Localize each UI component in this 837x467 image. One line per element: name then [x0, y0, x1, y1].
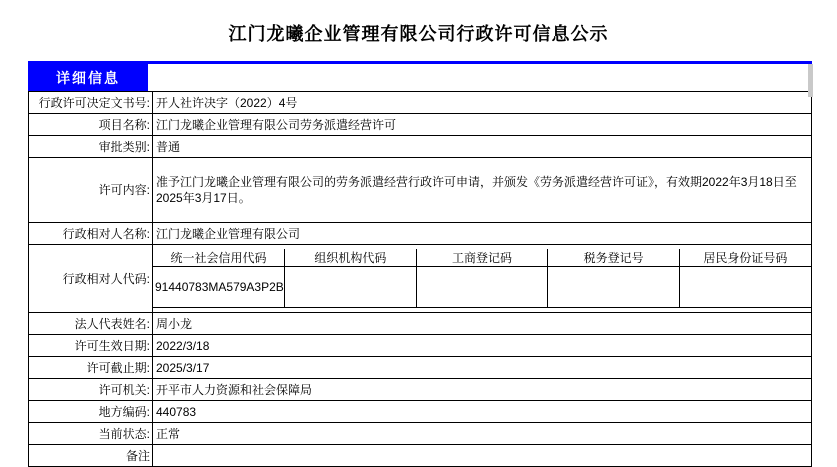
field-label: 行政相对人代码:: [29, 245, 153, 313]
field-row-counterpart-name: [29, 223, 812, 245]
field-row-counterpart-codes: [29, 245, 812, 313]
field-row-remarks: [29, 445, 812, 467]
details-panel: [28, 61, 812, 467]
field-value: 440783: [153, 401, 812, 423]
field-row-licensing-authority: [29, 379, 812, 401]
code-column-header: 税务登记号: [548, 249, 680, 267]
field-value: 正常: [153, 423, 812, 445]
field-label: 行政相对人名称:: [29, 223, 153, 245]
field-value: 周小龙: [153, 313, 812, 335]
counterpart-codes-cell: [153, 245, 812, 313]
field-row-legal-rep-name: [29, 313, 812, 335]
section-header-badge: 详细信息: [28, 64, 148, 91]
code-value-resident-id: [679, 267, 811, 308]
page-title: 江门龙曦企业管理有限公司行政许可信息公示: [228, 24, 609, 44]
code-column-header: 居民身份证号码: [679, 249, 811, 267]
field-label: 当前状态:: [29, 423, 153, 445]
code-column-header: 工商登记码: [416, 249, 548, 267]
field-label: 许可内容:: [29, 158, 153, 223]
codes-header-row: [153, 249, 811, 267]
field-value: 2022/3/18: [153, 335, 812, 357]
code-column-header: 统一社会信用代码: [153, 249, 285, 267]
code-value-organization: [285, 267, 417, 308]
field-label: 项目名称:: [29, 114, 153, 136]
field-label: 许可机关:: [29, 379, 153, 401]
field-value: 2025/3/17: [153, 357, 812, 379]
field-value: 开平市人力资源和社会保障局: [153, 379, 812, 401]
license-info-table: [28, 91, 812, 467]
codes-value-row: [153, 267, 811, 308]
field-row-approval-category: [29, 136, 812, 158]
field-row-current-status: [29, 423, 812, 445]
code-value-tax-registration: [548, 267, 680, 308]
field-value: 普通: [153, 136, 812, 158]
code-value-business-registration: [416, 267, 548, 308]
field-row-local-code: [29, 401, 812, 423]
field-row-expiry-date: [29, 357, 812, 379]
field-label: 地方编码:: [29, 401, 153, 423]
field-label: 行政许可决定文书号:: [29, 92, 153, 114]
field-value: 江门龙曦企业管理有限公司: [153, 223, 812, 245]
code-column-header: 组织机构代码: [285, 249, 417, 267]
field-label: 许可生效日期:: [29, 335, 153, 357]
field-value: 江门龙曦企业管理有限公司劳务派遣经营许可: [153, 114, 812, 136]
field-value: 开人社许决字（2022）4号: [153, 92, 812, 114]
field-value: [153, 445, 812, 467]
field-row-license-content: [29, 158, 812, 223]
counterpart-codes-table: [153, 249, 811, 308]
field-label: 法人代表姓名:: [29, 313, 153, 335]
field-label: 许可截止期:: [29, 357, 153, 379]
vertical-scrollbar-thumb[interactable]: [808, 64, 813, 97]
field-row-project-name: [29, 114, 812, 136]
section-header-row: [28, 64, 812, 91]
field-row-decision-doc-number: [29, 92, 812, 114]
field-label: 备注: [29, 445, 153, 467]
field-row-effective-date: [29, 335, 812, 357]
code-value-unified-social-credit: 91440783MA579A3P2B: [153, 267, 285, 308]
field-label: 审批类别:: [29, 136, 153, 158]
field-value: 准予江门龙曦企业管理有限公司的劳务派遣经营行政许可申请，并颁发《劳务派遣经营许可证》，有效期2022年3月18日至2025年3月17日。: [153, 158, 812, 223]
